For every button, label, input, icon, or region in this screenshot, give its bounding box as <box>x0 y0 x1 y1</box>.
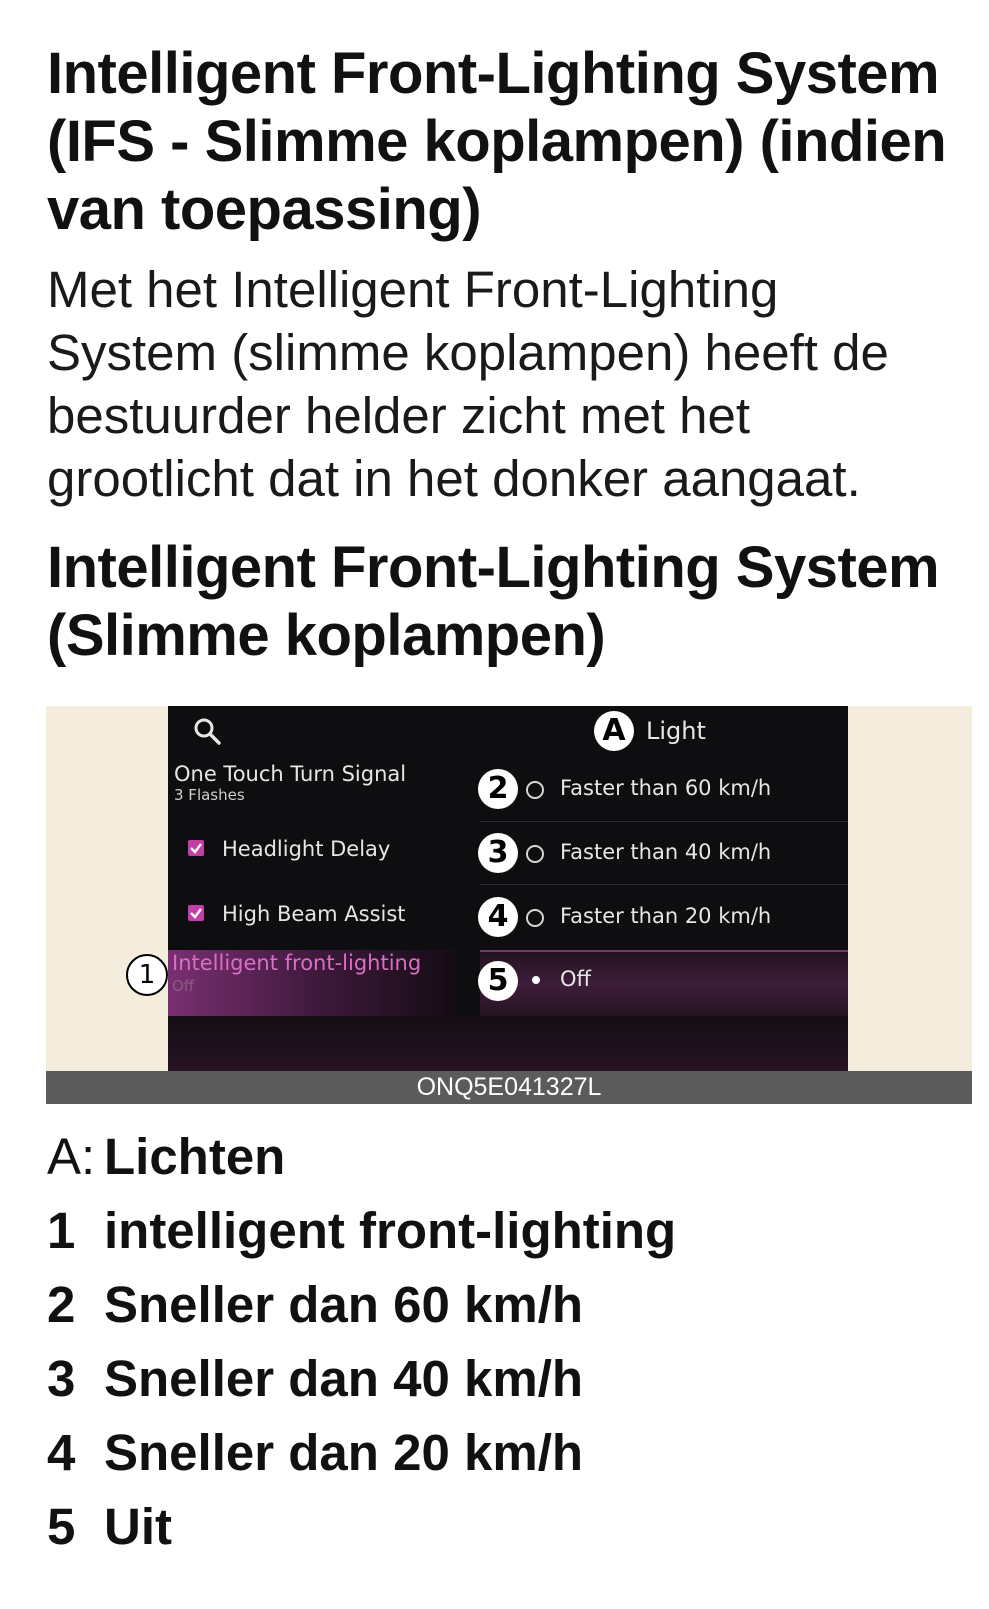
settings-figure <box>46 706 972 1114</box>
legend-key: A: <box>47 1128 96 1185</box>
legend-text: Sneller dan 40 km/h <box>104 1350 584 1407</box>
menu-item-intelligent-front-lighting[interactable]: Intelligent front-lighting <box>172 951 422 975</box>
legend-item <box>47 1347 947 1421</box>
legend-item <box>47 1273 947 1347</box>
figure-code: ONQ5E041327L <box>46 1071 972 1104</box>
figure-legend <box>47 1125 947 1569</box>
callout-badge-2: 2 <box>478 769 518 809</box>
radio-unselected-icon[interactable] <box>526 781 544 799</box>
option-faster-than-40[interactable]: Faster than 40 km/h <box>560 840 772 864</box>
section-heading: Intelligent Front-Lighting System (IFS - Slimme koplampen) (indien van toepassing) <box>47 41 947 242</box>
callout-badge-a: A <box>594 711 634 751</box>
legend-text: Sneller dan 20 km/h <box>104 1424 584 1481</box>
radio-selected-icon[interactable] <box>532 976 540 984</box>
legend-text: Sneller dan 60 km/h <box>104 1276 584 1333</box>
option-faster-than-20[interactable]: Faster than 20 km/h <box>560 904 772 928</box>
menu-item-high-beam-assist[interactable]: High Beam Assist <box>222 902 406 926</box>
legend-key: 1 <box>47 1202 76 1259</box>
option-faster-than-60[interactable]: Faster than 60 km/h <box>560 776 772 800</box>
legend-item <box>47 1125 947 1199</box>
intro-paragraph: Met het Intelligent Front-Lighting System (slimme koplampen) heeft de bestuurder helder zicht met het grootlicht dat in het donker aangaat. <box>47 261 889 507</box>
checkbox-checked-icon[interactable] <box>188 905 204 921</box>
menu-item-headlight-delay[interactable]: Headlight Delay <box>222 837 391 861</box>
legend-item <box>47 1421 947 1495</box>
selected-option-highlight <box>480 950 848 1020</box>
callout-badge-5: 5 <box>478 961 518 1001</box>
infotainment-screen <box>168 706 848 1082</box>
screen-title: Light <box>646 717 706 745</box>
subsection-heading: Intelligent Front-Lighting System (Slimme koplampen) <box>47 535 940 668</box>
option-divider <box>480 884 848 885</box>
search-icon[interactable] <box>192 716 222 746</box>
checkbox-checked-icon[interactable] <box>188 840 204 856</box>
legend-key: 3 <box>47 1350 76 1407</box>
legend-key: 2 <box>47 1276 76 1333</box>
callout-badge-3: 3 <box>478 833 518 873</box>
menu-item-value: 3 Flashes <box>174 786 245 804</box>
callout-badge-1: 1 <box>126 954 168 996</box>
legend-item <box>47 1199 947 1273</box>
legend-text: Lichten <box>104 1128 286 1185</box>
callout-badge-4: 4 <box>478 897 518 937</box>
legend-text: Uit <box>104 1498 172 1555</box>
radio-unselected-icon[interactable] <box>526 909 544 927</box>
legend-text: intelligent front-lighting <box>104 1202 677 1259</box>
menu-item-value: Off <box>172 977 195 995</box>
legend-key: 4 <box>47 1424 76 1481</box>
option-off[interactable]: Off <box>560 967 591 991</box>
option-divider <box>480 821 848 822</box>
radio-unselected-icon[interactable] <box>526 845 544 863</box>
menu-item-one-touch-turn-signal[interactable]: One Touch Turn Signal <box>174 762 407 786</box>
legend-item <box>47 1495 947 1569</box>
legend-key: 5 <box>47 1498 76 1555</box>
